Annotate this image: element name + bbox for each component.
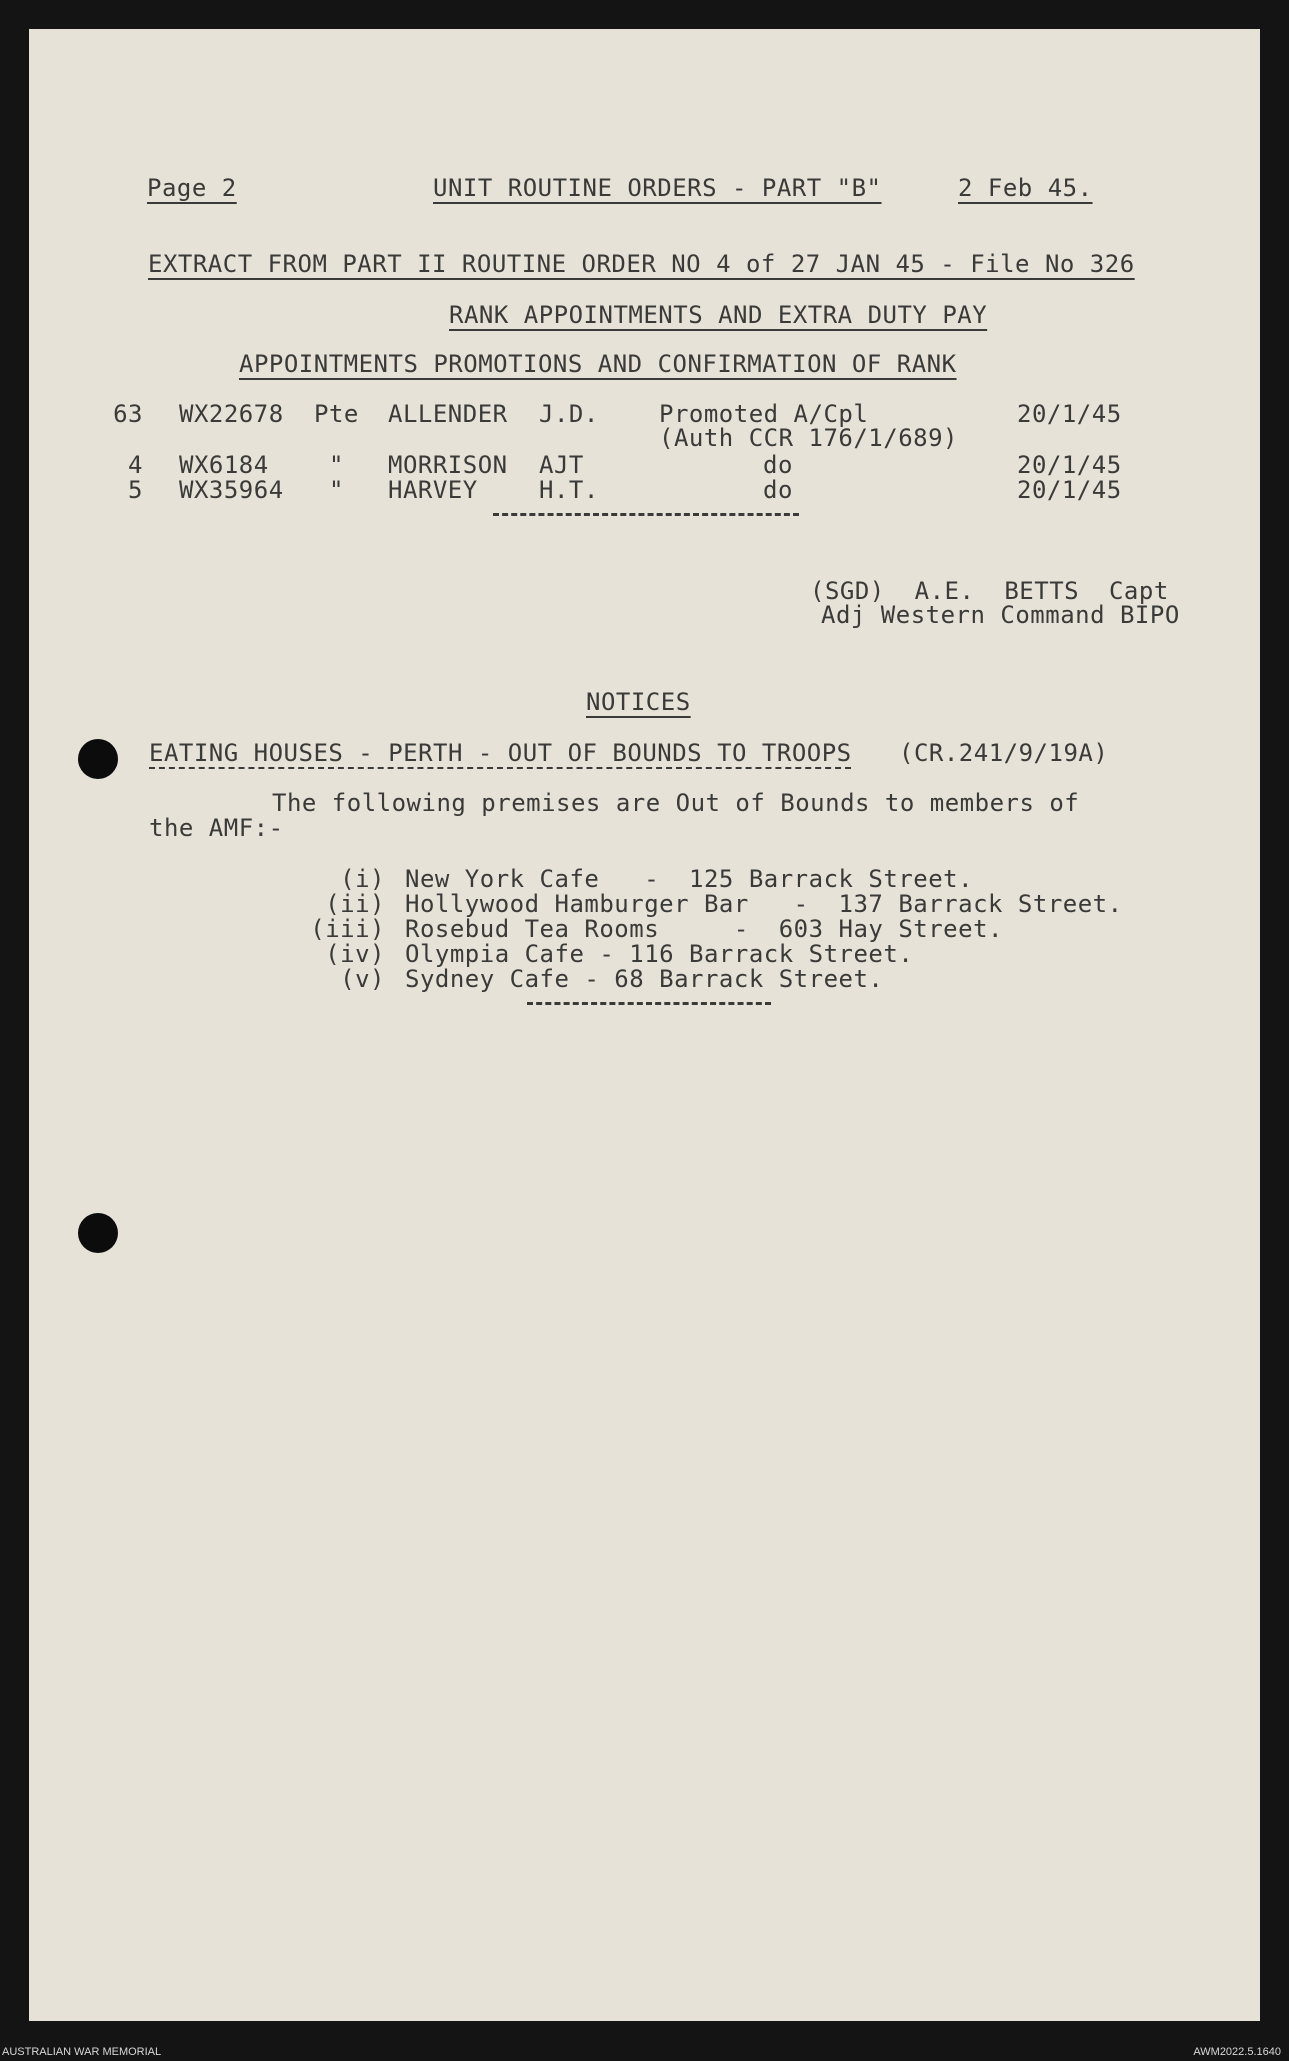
extract-subheading-1: RANK APPOINTMENTS AND EXTRA DUTY PAY bbox=[449, 301, 988, 329]
service-number: WX22678 bbox=[179, 400, 284, 428]
item-text: Sydney Cafe - 68 Barrack Street. bbox=[405, 965, 884, 993]
page-number: Page 2 bbox=[147, 174, 237, 202]
notices-heading: NOTICES bbox=[586, 688, 691, 716]
item-number: (iii) bbox=[310, 915, 385, 943]
document-date: 2 Feb 45. bbox=[958, 174, 1093, 202]
item-text: New York Cafe - 125 Barrack Street. bbox=[405, 865, 974, 893]
service-number: WX35964 bbox=[179, 476, 284, 504]
extract-line: EXTRACT FROM PART II ROUTINE ORDER NO 4 of 27 JAN 45 - File No 326 bbox=[148, 250, 1135, 278]
item-text: Olympia Cafe - 116 Barrack Street. bbox=[405, 940, 914, 968]
item-text: Hollywood Hamburger Bar - 137 Barrack Street. bbox=[405, 890, 1123, 918]
extract-subheading-2: APPOINTMENTS PROMOTIONS AND CONFIRMATION OF RANK bbox=[239, 350, 957, 378]
surname: HARVEY bbox=[388, 476, 478, 504]
item-number: (i) bbox=[340, 865, 385, 893]
footer-credit: AUSTRALIAN WAR MEMORIAL bbox=[2, 2046, 162, 2058]
item-number: (iv) bbox=[325, 940, 385, 968]
signature-line: (SGD) A.E. BETTS Capt bbox=[810, 577, 1169, 605]
rank: Pte bbox=[314, 400, 359, 428]
item-number: (v) bbox=[340, 965, 385, 993]
initials: J.D. bbox=[539, 400, 599, 428]
section-divider bbox=[493, 513, 799, 516]
punch-hole bbox=[78, 1213, 118, 1253]
surname: ALLENDER bbox=[388, 400, 508, 428]
effective-date: 20/1/45 bbox=[1017, 451, 1122, 479]
notice-intro-line-1: The following premises are Out of Bounds to members of bbox=[272, 789, 1080, 817]
row-number: 4 bbox=[128, 451, 143, 479]
action: do bbox=[763, 451, 793, 479]
item-number: (ii) bbox=[325, 890, 385, 918]
document-page bbox=[29, 29, 1260, 2021]
initials: H.T. bbox=[539, 476, 599, 504]
row-number: 63 bbox=[113, 400, 143, 428]
effective-date: 20/1/45 bbox=[1017, 400, 1122, 428]
item-text: Rosebud Tea Rooms - 603 Hay Street. bbox=[405, 915, 1003, 943]
service-number: WX6184 bbox=[179, 451, 269, 479]
surname: MORRISON bbox=[388, 451, 508, 479]
rank: " bbox=[329, 451, 344, 479]
notice-subject: EATING HOUSES - PERTH - OUT OF BOUNDS TO TROOPS bbox=[149, 739, 852, 767]
action: Promoted A/Cpl bbox=[659, 400, 869, 428]
notice-reference: (CR.241/9/19A) bbox=[899, 739, 1109, 767]
initials: AJT bbox=[539, 451, 584, 479]
effective-date: 20/1/45 bbox=[1017, 476, 1122, 504]
authority: (Auth CCR 176/1/689) bbox=[659, 424, 958, 452]
footer-accession: AWM2022.5.1640 bbox=[1193, 2046, 1281, 2058]
section-divider bbox=[527, 1002, 771, 1005]
page-title: UNIT ROUTINE ORDERS - PART "B" bbox=[433, 174, 882, 202]
notice-intro-line-2: the AMF:- bbox=[149, 814, 284, 842]
action: do bbox=[763, 476, 793, 504]
punch-hole bbox=[78, 739, 118, 779]
signature-appointment: Adj Western Command BIPO bbox=[821, 601, 1180, 629]
row-number: 5 bbox=[128, 476, 143, 504]
rank: " bbox=[329, 476, 344, 504]
